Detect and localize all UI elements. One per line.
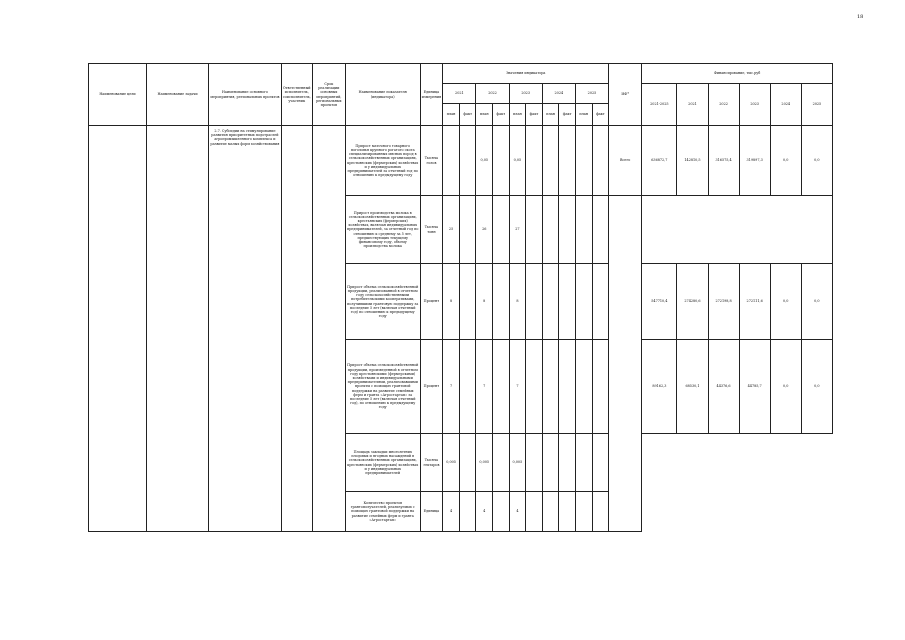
plan-2023: 8 <box>509 264 526 340</box>
finance-2022: 272198,8 <box>708 264 739 340</box>
fin-year-2025: 2025 <box>801 84 832 126</box>
fin-year-2023: 2023 <box>739 84 770 126</box>
header-task: Наименование задачи <box>147 64 209 126</box>
finance-total: 636872,7 <box>642 126 677 196</box>
plan-2023: 0,05 <box>509 126 526 196</box>
plan-2022: 7 <box>476 340 493 434</box>
finance-2023: 272111,6 <box>739 264 770 340</box>
plan-2022: 0,005 <box>476 434 493 492</box>
plan-2022: 26 <box>476 196 493 264</box>
finance-2023: 319897,3 <box>739 126 770 196</box>
header-values-group: Значения индикатора <box>443 64 609 84</box>
plan-2021: 7 <box>443 340 460 434</box>
header-measures: Наименование основного мероприятия, региональных проектов <box>209 64 282 126</box>
plan-2023: 27 <box>509 196 526 264</box>
header-goal: Наименование цели <box>89 64 147 126</box>
fin-year-2024: 2024 <box>770 84 801 126</box>
fact-label: факт <box>559 104 576 126</box>
indicator-unit: Тысяча тонн <box>420 196 443 264</box>
finance-2021: 68530,1 <box>677 340 708 434</box>
plan-2022: 4 <box>476 492 493 532</box>
header-finance-group: Финансирование, тыс.руб <box>642 64 833 84</box>
finance-total: 547710,4 <box>642 264 677 340</box>
finance-2024: 0,0 <box>770 126 801 196</box>
header-source: ИФ* <box>609 64 642 126</box>
executor-cell <box>281 126 312 532</box>
indicator-unit: Тысяча голов <box>420 126 443 196</box>
header-term: Срок реализации основных мероприятий, региональных проектов <box>312 64 345 126</box>
finance-empty <box>609 196 642 532</box>
plan-label: план <box>476 104 493 126</box>
task-cell <box>147 126 209 532</box>
fact-label: факт <box>592 104 609 126</box>
plan-label: план <box>443 104 460 126</box>
plan-2021: 25 <box>443 196 460 264</box>
indicator-unit: Процент <box>420 264 443 340</box>
finance-2022: 44376,6 <box>708 340 739 434</box>
finance-total: 89162,3 <box>642 340 677 434</box>
plan-2023: 4 <box>509 492 526 532</box>
indicator-name: Прирост объема сельскохозяйственной продукции, реализованной в отчетном году сельскохозяйственными потребительскими кооперативами, получившими грантовую поддержку за последние 5 лет (включая отчетный год) по отношению к предыдущему году <box>345 264 420 340</box>
finance-2022: 316575,4 <box>708 126 739 196</box>
finance-2024: 0,0 <box>770 340 801 434</box>
finance-2021: 274280,6 <box>677 264 708 340</box>
indicator-unit: Процент <box>420 340 443 434</box>
plan-label: план <box>575 104 592 126</box>
plan-2023: 7 <box>509 340 526 434</box>
header-indicator: Наименование показателя (индикатора) <box>345 64 420 126</box>
plan-2021 <box>443 126 460 196</box>
measure-name: 2.7. Субсидии на стимулирование развития приоритетных подотраслей агропромышленного комплекса и развитие малых форм хозяйствования <box>209 126 282 532</box>
indicator-name: Прирост производства молока в сельскохозяйственных организациях, крестьянских (фермерских) хозяйствах, включая индивидуальных предпринимателей, за отчетный год по отношению к среднему за 5 лет, предшествующих текущему финансовому году, объему производства молока <box>345 196 420 264</box>
fin-year-2021: 2021 <box>677 84 708 126</box>
plan-2021: 0,005 <box>443 434 460 492</box>
finance-2025: 0,0 <box>801 264 832 340</box>
goal-cell <box>89 126 147 532</box>
plan-label: план <box>542 104 559 126</box>
year-2025: 2025 <box>575 84 608 104</box>
finance-2025: 0,0 <box>801 126 832 196</box>
year-2021: 2021 <box>443 84 476 104</box>
indicator-name: Площадь закладки многолетних плодовых и ягодных насаждений в сельскохозяйственных организациях, крестьянских (фермерских) хозяйствах и у индивидуальных предпринимателей <box>345 434 420 492</box>
finance-2021: 142810,5 <box>677 126 708 196</box>
fact-label: факт <box>459 104 476 126</box>
program-table <box>88 63 833 532</box>
page-number: 18 <box>857 14 864 20</box>
fact-label: факт <box>493 104 510 126</box>
header-row-1 <box>89 64 833 84</box>
indicator-name: Прирост маточного товарного поголовья крупного рогатого скота специализированных мясных пород в сельскохозяйственных организациях, крестьянских (фермерских) хозяйствах и у индивидуальных предпринимателей за отчетный год по отношению к предыдущему году <box>345 126 420 196</box>
finance-2025: 0,0 <box>801 340 832 434</box>
indicator-unit: Единица <box>420 492 443 532</box>
plan-2021: 8 <box>443 264 460 340</box>
year-2022: 2022 <box>476 84 509 104</box>
fin-year-total: 2021-2025 <box>642 84 677 126</box>
finance-source: Всего <box>609 126 642 196</box>
header-executor: Ответственный исполнитель, соисполнитель, участник <box>281 64 312 126</box>
finance-2024: 0,0 <box>770 264 801 340</box>
plan-label: план <box>509 104 526 126</box>
plan-2021: 4 <box>443 492 460 532</box>
plan-2022: 0,05 <box>476 126 493 196</box>
term-cell <box>312 126 345 532</box>
plan-2022: 8 <box>476 264 493 340</box>
indicator-name: Количество проектов грантополучателей, реализуемых с помощью грантовой поддержки на развитие семейных ферм и гранта «Агростартап» <box>345 492 420 532</box>
indicator-row <box>89 126 833 196</box>
finance-2023: 44785,7 <box>739 340 770 434</box>
plan-2023: 0,005 <box>509 434 526 492</box>
header-unit: Единица измерения <box>420 64 443 126</box>
indicator-name: Прирост объема сельскохозяйственной продукции, произведенной в отчетном году крестьянскими (фермерскими) хозяйствами и индивидуальными предпринимателями, реализовавшими проекты с помощью грантовой поддержки на развитие семейных ферм и гранта «Агростартап» за последние 5 лет (включая отчетный год), по отношению к предыдущему году <box>345 340 420 434</box>
fact-label: факт <box>526 104 543 126</box>
year-2024: 2024 <box>542 84 575 104</box>
year-2023: 2023 <box>509 84 542 104</box>
indicator-unit: Тысяча гектаров <box>420 434 443 492</box>
fin-year-2022: 2022 <box>708 84 739 126</box>
